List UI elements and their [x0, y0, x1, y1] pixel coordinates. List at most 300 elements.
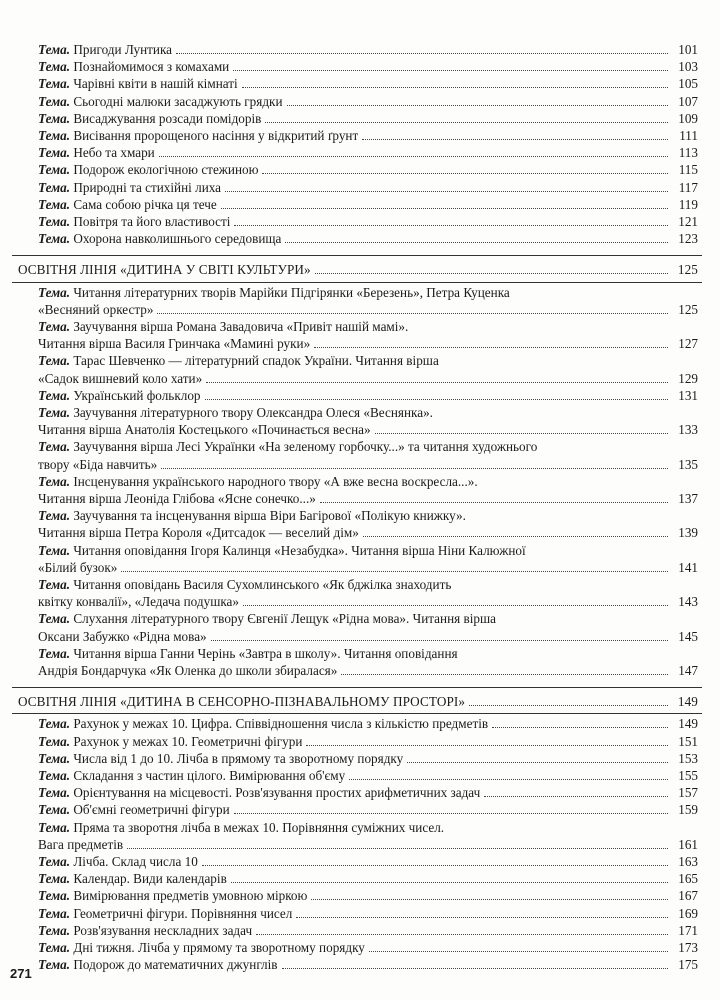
toc-line-text: [38, 525, 359, 541]
dot-leader: [206, 371, 668, 383]
toc-line: [18, 940, 698, 956]
toc-line-text: [38, 646, 458, 662]
entry-title: Числа від 1 до 10. Лічба в прямому та зворотному порядку: [73, 750, 404, 766]
entry-title: Читання оповідання Ігоря Калинця «Незабудка». Читання вірша Ніни Калюжної: [73, 542, 526, 558]
entry-label: Тема.: [38, 645, 71, 661]
dot-leader: [362, 128, 668, 140]
dot-leader: [492, 716, 668, 728]
toc-line-text: [38, 888, 307, 904]
entry-label: Тема.: [38, 405, 71, 420]
entry-label: Тема.: [38, 508, 71, 524]
dot-leader: [363, 525, 668, 537]
entry-label: Тема.: [38, 611, 71, 627]
toc-line: [18, 768, 698, 784]
dot-leader: [121, 560, 668, 572]
toc-line-text: [38, 439, 537, 455]
dot-leader: [234, 802, 668, 814]
toc-line-text: [38, 422, 371, 438]
toc-line-text: [38, 76, 238, 92]
toc-leader-row: [38, 629, 698, 645]
toc-line-text: [38, 145, 155, 161]
page-ref: 139: [678, 525, 698, 541]
page-ref: 127: [678, 336, 698, 352]
dot-leader: [349, 768, 668, 780]
page-ref: 171: [678, 922, 698, 938]
entry-label: Тема.: [38, 231, 71, 247]
entry-title: Читання оповідань Василя Сухомлинського «Як бджілка знаходить: [73, 577, 452, 592]
toc-leader-row: [38, 785, 698, 801]
page-ref: 101: [678, 42, 698, 57]
dot-leader: [369, 940, 668, 952]
entry-title: Рахунок у межах 10. Цифра. Співвідношення числа з кількістю предметів: [73, 716, 489, 732]
dot-leader: [211, 629, 668, 641]
entry-label: Тема.: [38, 922, 71, 938]
toc-line: [18, 716, 698, 732]
toc-leader-row: [38, 871, 698, 887]
entry-title: Слухання літературного твору Євгенії Лещук «Рідна мова». Читання вірша: [73, 611, 496, 627]
entry-label: Тема.: [38, 716, 71, 732]
toc-leader-row: [38, 371, 698, 387]
entry-title: Читання вірша Василя Гринчака «Мамині руки»: [38, 336, 311, 352]
page-ref: 135: [678, 456, 698, 472]
entry-label: Тема.: [38, 76, 71, 92]
page-ref: 169: [678, 905, 698, 921]
toc-line-text: [38, 611, 496, 627]
entry-title: Розв'язування нескладних задач: [73, 922, 253, 938]
toc-line-text: [38, 302, 153, 318]
toc-line: [18, 491, 698, 507]
page-ref: 147: [678, 662, 698, 678]
page-ref: 155: [678, 768, 698, 783]
entry-title: Орієнтування на місцевості. Розв'язування простих арифметичних задач: [73, 785, 481, 801]
page-ref: 159: [678, 802, 698, 818]
page-ref: 117: [678, 179, 698, 195]
toc-line: [18, 525, 698, 541]
page-ref: 175: [678, 957, 698, 973]
toc-line: [18, 59, 698, 75]
toc-leader-row: [38, 42, 698, 58]
dot-leader: [202, 854, 668, 866]
toc-leader-row: [38, 59, 698, 75]
toc-line: [18, 854, 698, 870]
toc-leader-row: [38, 231, 698, 247]
toc-leader-row: [38, 180, 698, 196]
page-ref: 119: [678, 196, 698, 212]
toc-leader-row: [38, 214, 698, 230]
dot-leader: [287, 94, 668, 106]
entry-title: Заучування та інсценування вірша Віри Багірової «Полікую книжку».: [73, 508, 466, 524]
entry-title: Пряма та зворотня лічба в межах 10. Порівняння суміжних чисел.: [73, 819, 445, 835]
toc-line: [18, 888, 698, 904]
toc-leader-row: [38, 663, 698, 679]
entry-title: Дні тижня. Лічба у прямому та зворотному порядку: [73, 940, 365, 955]
toc-leader-row: [38, 422, 698, 438]
entry-label: Тема.: [38, 93, 71, 109]
entry-label: Тема.: [38, 162, 71, 178]
toc-leader-row: [38, 906, 698, 922]
toc-line-text: [38, 405, 433, 421]
toc-leader-row: [38, 94, 698, 110]
page-ref: 129: [678, 370, 698, 386]
toc-line-text: [38, 231, 281, 247]
entry-title: Заучування вірша Лесі Українки «На зеленому горбочку...» та читання художнього: [73, 439, 538, 455]
section-rule: [12, 255, 702, 256]
toc-line: [18, 353, 698, 369]
toc-line-text: [38, 577, 451, 593]
entry-title: «Садок вишневий коло хати»: [38, 370, 203, 386]
toc-line: [18, 543, 698, 559]
toc-leader-row: [38, 888, 698, 904]
toc-leader-row: [18, 262, 698, 278]
toc-line: [18, 820, 698, 836]
page-ref: 121: [678, 214, 698, 229]
entry-title: Охорона навколишнього середовища: [73, 231, 282, 247]
toc-line-text: [38, 802, 230, 818]
entry-label: Тема.: [38, 353, 71, 369]
toc-leader-row: [38, 491, 698, 507]
entry-label: Тема.: [38, 854, 71, 869]
toc-line-text: [38, 734, 302, 750]
toc-line: [18, 197, 698, 213]
entry-title: Подорож екологічною стежиною: [73, 162, 259, 178]
toc-line-text: [38, 371, 202, 387]
toc-line: [18, 611, 698, 627]
toc-line: [18, 923, 698, 939]
entry-title: Інсценування українського народного твору «А вже весна воскресла...».: [73, 473, 478, 489]
entry-label: Тема.: [38, 577, 71, 592]
dot-leader: [407, 751, 668, 763]
toc-line: [18, 751, 698, 767]
dot-leader: [469, 694, 668, 706]
toc-line: [18, 336, 698, 352]
toc-leader-row: [38, 111, 698, 127]
page-ref: 163: [678, 854, 698, 869]
entry-title: Рахунок у межах 10. Геометричні фігури: [73, 733, 303, 749]
toc-line: [18, 474, 698, 490]
entry-title: Читання вірша Леоніда Глібова «Ясне сонечко...»: [38, 490, 316, 506]
dot-leader: [341, 663, 668, 675]
toc-leader-row: [38, 145, 698, 161]
dot-leader: [225, 180, 668, 192]
toc-line: [18, 439, 698, 455]
toc-leader-row: [38, 197, 698, 213]
toc-line-text: [38, 128, 358, 144]
toc-line: [18, 285, 698, 301]
toc-line-text: [38, 716, 488, 732]
toc-line-text: [38, 751, 403, 767]
entry-title: Складання з частин цілого. Вимірювання об'єму: [73, 768, 346, 783]
toc-line-text: [38, 474, 478, 490]
entry-title: Познайомимося з комахами: [73, 59, 230, 75]
entry-label: Тема.: [38, 42, 71, 57]
entry-label: Тема.: [38, 319, 71, 334]
section-rule: [12, 687, 702, 688]
dot-leader: [159, 145, 668, 157]
toc-line-text: [38, 629, 207, 645]
toc-leader-row: [38, 837, 698, 853]
toc-line: [18, 629, 698, 645]
toc-line-text: [38, 59, 229, 75]
entry-title: Вага предметів: [38, 836, 124, 852]
toc-line-text: [38, 111, 261, 127]
dot-leader: [265, 111, 668, 123]
dot-leader: [157, 302, 668, 314]
toc-leader-row: [38, 923, 698, 939]
entry-title: Подорож до математичних джунглів: [73, 957, 278, 973]
page-number: 271: [10, 966, 32, 981]
toc-line: [18, 128, 698, 144]
toc-line-text: [38, 594, 239, 610]
entry-title: твору «Біда навчить»: [38, 456, 158, 472]
dot-leader: [243, 594, 668, 606]
toc-leader-row: [38, 957, 698, 973]
entry-label: Тема.: [38, 59, 71, 75]
toc-line: [18, 577, 698, 593]
entry-label: Тема.: [38, 214, 71, 229]
entry-label: Тема.: [38, 110, 71, 126]
toc-line: [18, 663, 698, 679]
toc-line: [18, 76, 698, 92]
page-ref: 145: [678, 628, 698, 644]
toc-line-text: [38, 768, 345, 784]
toc-line-text: [38, 491, 316, 507]
entry-label: Тема.: [38, 888, 71, 904]
dot-leader: [231, 871, 668, 883]
entry-label: Тема.: [38, 957, 71, 973]
entry-label: Тема.: [38, 940, 71, 955]
entry-label: Тема.: [38, 542, 71, 558]
entry-title: Об'ємні геометричні фігури: [73, 802, 230, 818]
entry-label: Тема.: [38, 145, 71, 161]
toc-line: [18, 508, 698, 524]
toc-line: [18, 180, 698, 196]
toc-leader-row: [38, 768, 698, 784]
entry-title: Читання вірша Петра Короля «Дитсадок — веселий дім»: [38, 525, 359, 541]
entry-label: Тема.: [38, 785, 71, 801]
dot-leader: [314, 336, 668, 348]
toc-line: [18, 802, 698, 818]
entry-title: Висаджування розсади помідорів: [73, 110, 262, 126]
entry-label: Тема.: [38, 733, 71, 749]
toc-line-text: [38, 388, 201, 404]
toc-line: [18, 422, 698, 438]
toc-line: [18, 145, 698, 161]
toc-line: [18, 906, 698, 922]
dot-leader: [242, 76, 668, 88]
toc-leader-row: [38, 594, 698, 610]
dot-leader: [161, 457, 668, 469]
entry-label: Тема.: [38, 871, 71, 887]
toc-line-text: [38, 319, 408, 335]
entry-title: Лічба. Склад числа 10: [73, 854, 198, 869]
entry-title: Сьогодні малюки засаджують грядки: [73, 93, 283, 109]
section-title: ОСВІТНЯ ЛІНІЯ «ДИТИНА У СВІТІ КУЛЬТУРИ»: [18, 262, 311, 278]
toc-leader-row: [38, 734, 698, 750]
dot-leader: [375, 422, 668, 434]
page-ref: 149: [677, 694, 698, 710]
dot-leader: [315, 262, 668, 274]
toc-line-text: [38, 560, 117, 576]
entry-title: Вимірювання предметів умовною міркою: [73, 888, 308, 904]
entry-title: квітку конвалії», «Ледача подушка»: [38, 594, 240, 610]
toc-line-text: [38, 214, 230, 230]
entry-title: Заучування вірша Романа Завадовича «Привіт нашій мамі».: [73, 319, 409, 334]
dot-leader: [233, 59, 668, 71]
toc-line-text: [38, 923, 252, 939]
toc-leader-row: [38, 940, 698, 956]
entry-title: Пригоди Лунтика: [73, 42, 173, 57]
toc-line-text: [38, 336, 310, 352]
dot-leader: [285, 231, 668, 243]
toc-leader-row: [38, 854, 698, 870]
page-ref: 141: [678, 559, 698, 575]
toc-leader-row: [38, 302, 698, 318]
dot-leader: [282, 957, 668, 969]
page-ref: 131: [678, 387, 698, 403]
toc-line: [18, 785, 698, 801]
entry-label: Тема.: [38, 802, 71, 818]
toc-line-text: [18, 694, 465, 710]
toc-leader-row: [38, 128, 698, 144]
toc-line-text: [38, 837, 123, 853]
toc-line-text: [38, 197, 217, 213]
toc-line: [18, 646, 698, 662]
dot-leader: [306, 734, 668, 746]
toc-leader-row: [38, 162, 698, 178]
entry-label: Тема.: [38, 387, 71, 403]
toc-leader-row: [38, 525, 698, 541]
page-ref: 115: [678, 162, 698, 178]
entry-label: Тема.: [38, 284, 71, 300]
page-ref: 109: [678, 110, 698, 126]
entry-title: Читання вірша Ганни Черінь «Завтра в школу». Читання оповідання: [73, 645, 458, 661]
toc-line-text: [38, 820, 444, 836]
toc-line-text: [38, 285, 510, 301]
toc-leader-row: [38, 802, 698, 818]
entry-title: Оксани Забужко «Рідна мова»: [38, 628, 207, 644]
toc-line: [18, 388, 698, 404]
toc-line-text: [38, 42, 172, 58]
toc-line: [18, 302, 698, 318]
dot-leader: [221, 197, 668, 209]
entry-title: Повітря та його властивості: [73, 214, 231, 229]
entry-title: Природні та стихійні лиха: [73, 179, 222, 195]
toc-line: [18, 560, 698, 576]
page-ref: 149: [678, 716, 698, 732]
toc-line: [18, 694, 698, 710]
page-ref: 125: [677, 262, 698, 278]
toc-line-text: [38, 180, 221, 196]
page-ref: 133: [678, 422, 698, 438]
toc-line-text: [38, 94, 283, 110]
entry-title: Небо та хмари: [73, 145, 155, 161]
entry-title: Висівання пророщеного насіння у відкритий ґрунт: [73, 128, 359, 143]
toc-line: [18, 231, 698, 247]
page-ref: 151: [678, 733, 698, 749]
toc-line: [18, 405, 698, 421]
page-ref: 165: [678, 871, 698, 887]
dot-leader: [176, 42, 668, 54]
entry-title: «Білий бузок»: [38, 559, 118, 575]
page-ref: 113: [678, 145, 698, 161]
entry-title: Заучування літературного твору Олександра Олеся «Веснянка».: [73, 405, 433, 420]
page-ref: 167: [678, 888, 698, 904]
entry-title: Геометричні фігури. Порівняння чисел: [73, 905, 293, 921]
page-ref: 137: [678, 490, 698, 506]
dot-leader: [127, 837, 668, 849]
page-ref: 111: [679, 128, 698, 143]
toc-line-text: [38, 785, 480, 801]
dot-leader: [205, 388, 668, 400]
toc-leader-row: [38, 560, 698, 576]
entry-label: Тема.: [38, 750, 71, 766]
toc-line-text: [38, 957, 278, 973]
entry-title: «Весняний оркестр»: [38, 301, 154, 317]
toc-line: [18, 837, 698, 853]
toc-line-text: [38, 457, 157, 473]
toc-leader-row: [38, 388, 698, 404]
page-ref: 173: [678, 940, 698, 955]
entry-title: Андрія Бондарчука «Як Оленка до школи збиралася»: [38, 662, 338, 678]
toc-line: [18, 162, 698, 178]
entry-label: Тема.: [38, 905, 71, 921]
entry-title: Український фольклор: [73, 387, 201, 403]
section-title: ОСВІТНЯ ЛІНІЯ «ДИТИНА В СЕНСОРНО-ПІЗНАВАЛЬНОМУ ПРОСТОРІ»: [18, 694, 466, 710]
page-ref: 107: [678, 93, 698, 109]
toc-line: [18, 871, 698, 887]
dot-leader: [234, 214, 668, 226]
section-rule: [12, 282, 702, 283]
page-ref: 105: [678, 76, 698, 92]
page-ref: 103: [678, 59, 698, 75]
page-ref: 161: [678, 836, 698, 852]
toc-line-text: [38, 353, 439, 369]
dot-leader: [296, 906, 668, 918]
toc-line: [18, 111, 698, 127]
toc-line-text: [38, 663, 337, 679]
toc-line: [18, 594, 698, 610]
entry-label: Тема.: [38, 196, 71, 212]
toc-line: [18, 734, 698, 750]
entry-title: Читання вірша Анатолія Костецького «Починається весна»: [38, 422, 371, 438]
toc-leader-row: [38, 716, 698, 732]
toc-line: [18, 262, 698, 278]
toc-leader-row: [38, 751, 698, 767]
page-ref: 125: [678, 301, 698, 317]
toc-line-text: [38, 162, 258, 178]
entry-title: Календар. Види календарів: [73, 871, 227, 887]
page-ref: 157: [678, 785, 698, 801]
toc-line: [18, 42, 698, 58]
toc-line-text: [38, 906, 292, 922]
page-ref: 123: [678, 231, 698, 247]
entry-label: Тема.: [38, 819, 71, 835]
entry-label: Тема.: [38, 439, 71, 455]
entry-title: Читання літературних творів Марійки Підгірянки «Березень», Петра Куценка: [73, 284, 510, 300]
entry-label: Тема.: [38, 768, 71, 783]
dot-leader: [262, 162, 668, 174]
toc-line-text: [38, 871, 227, 887]
toc-leader-row: [38, 76, 698, 92]
toc-line: [18, 214, 698, 230]
toc-line: [18, 371, 698, 387]
toc-line-text: [38, 940, 365, 956]
toc-line-text: [38, 508, 466, 524]
toc-leader-row: [18, 694, 698, 710]
dot-leader: [256, 923, 668, 935]
entry-title: Сама собою річка ця тече: [73, 196, 217, 212]
entry-title: Чарівні квіти в нашій кімнаті: [73, 76, 238, 92]
